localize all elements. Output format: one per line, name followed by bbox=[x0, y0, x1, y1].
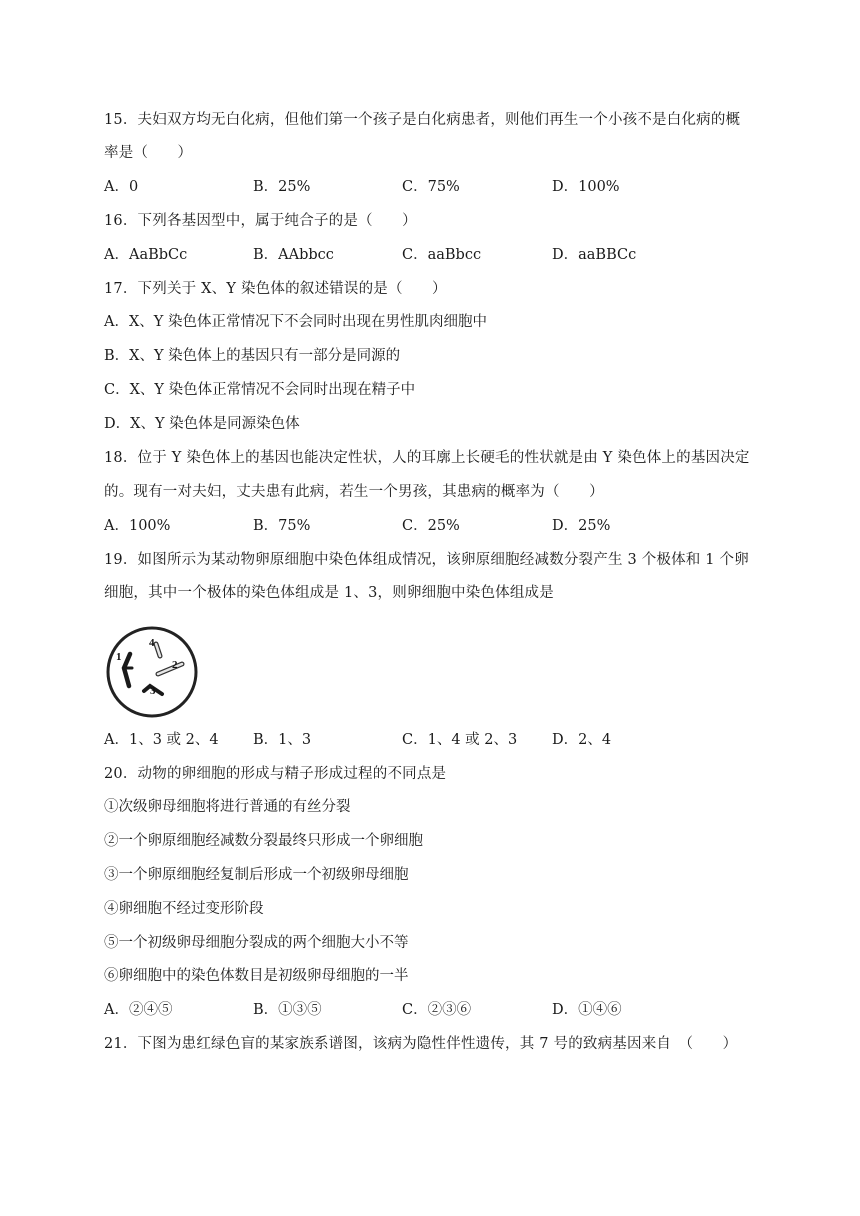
question-16-stem: 16．下列各基因型中，属于纯合子的是（ ） bbox=[104, 213, 417, 229]
figure-label-1: 1 bbox=[116, 651, 122, 663]
question-16-option-c: C．aaBbcc bbox=[402, 247, 482, 263]
question-19-stem-line1: 19．如图所示为某动物卵原细胞中染色体组成情况，该卵原细胞经减数分裂产生 3 个极体和 1 个卵 bbox=[104, 552, 749, 568]
question-20-option-b: B．①③⑤ bbox=[253, 1002, 322, 1018]
question-20-item-5: ⑤一个初级卵母细胞分裂成的两个细胞大小不等 bbox=[104, 935, 409, 951]
question-19-option-c: C．1、4 或 2、3 bbox=[402, 732, 518, 748]
question-15-option-d: D．100% bbox=[552, 179, 620, 195]
question-18-option-d: D．25% bbox=[552, 518, 611, 534]
question-17-stem: 17．下列关于 X、Y 染色体的叙述错误的是（ ） bbox=[104, 281, 447, 297]
question-20-item-6: ⑥卵细胞中的染色体数目是初级卵母细胞的一半 bbox=[104, 968, 409, 984]
question-20-stem: 20．动物的卵细胞的形成与精子形成过程的不同点是 bbox=[104, 766, 447, 782]
question-16-option-b: B．AAbbcc bbox=[253, 247, 334, 263]
chromosome-figure bbox=[104, 624, 200, 720]
question-15-stem-line1: 15．夫妇双方均无白化病，但他们第一个孩子是白化病患者，则他们再生一个小孩不是白化病的概 bbox=[104, 112, 741, 128]
question-20-item-2: ②一个卵原细胞经减数分裂最终只形成一个卵细胞 bbox=[104, 833, 423, 849]
question-16-option-a: A．AaBbCc bbox=[104, 247, 188, 263]
question-17-option-b: B．X、Y 染色体上的基因只有一部分是同源的 bbox=[104, 348, 401, 364]
question-21-stem: 21．下图为患红绿色盲的某家族系谱图，该病为隐性伴性遗传，其 7 号的致病基因来自 （ ） bbox=[104, 1036, 738, 1052]
question-18-option-b: B．75% bbox=[253, 518, 311, 534]
question-15-option-a: A．0 bbox=[104, 179, 139, 195]
question-17-option-c: C．X、Y 染色体正常情况不会同时出现在精子中 bbox=[104, 382, 416, 398]
question-20-option-c: C．②③⑥ bbox=[402, 1002, 472, 1018]
question-20-item-3: ③一个卵原细胞经复制后形成一个初级卵母细胞 bbox=[104, 867, 409, 883]
question-19-option-a: A．1、3 或 2、4 bbox=[104, 732, 219, 748]
question-20-option-a: A．②④⑤ bbox=[104, 1002, 173, 1018]
question-18-stem-line2: 的。现有一对夫妇，丈夫患有此病，若生一个男孩，其患病的概率为（ ） bbox=[104, 484, 604, 500]
question-19-option-d: D．2、4 bbox=[552, 732, 612, 748]
question-20-option-d: D．①④⑥ bbox=[552, 1002, 622, 1018]
question-17-option-d: D．X、Y 染色体是同源染色体 bbox=[104, 416, 300, 432]
figure-label-3: 3 bbox=[150, 685, 156, 697]
question-15-option-c: C．75% bbox=[402, 179, 460, 195]
figure-label-2: 2 bbox=[172, 659, 178, 671]
question-18-option-c: C．25% bbox=[402, 518, 460, 534]
question-16-option-d: D．aaBBCc bbox=[552, 247, 637, 263]
question-15-option-b: B．25% bbox=[253, 179, 311, 195]
question-15-stem-line2: 率是（ ） bbox=[104, 145, 193, 161]
question-18-option-a: A．100% bbox=[104, 518, 171, 534]
question-17-option-a: A．X、Y 染色体正常情况下不会同时出现在男性肌肉细胞中 bbox=[104, 314, 487, 330]
oocyte-cell-diagram bbox=[104, 624, 200, 720]
question-19-option-b: B．1、3 bbox=[253, 732, 312, 748]
question-19-stem-line2: 细胞，其中一个极体的染色体组成是 1、3，则卵细胞中染色体组成是 bbox=[104, 585, 554, 601]
question-18-stem-line1: 18．位于 Y 染色体上的基因也能决定性状，人的耳廓上长硬毛的性状就是由 Y 染色体上的基因决定 bbox=[104, 450, 750, 466]
figure-label-4: 4 bbox=[149, 637, 155, 649]
question-20-item-1: ①次级卵母细胞将进行普通的有丝分裂 bbox=[104, 799, 351, 815]
question-20-item-4: ④卵细胞不经过变形阶段 bbox=[104, 901, 264, 917]
